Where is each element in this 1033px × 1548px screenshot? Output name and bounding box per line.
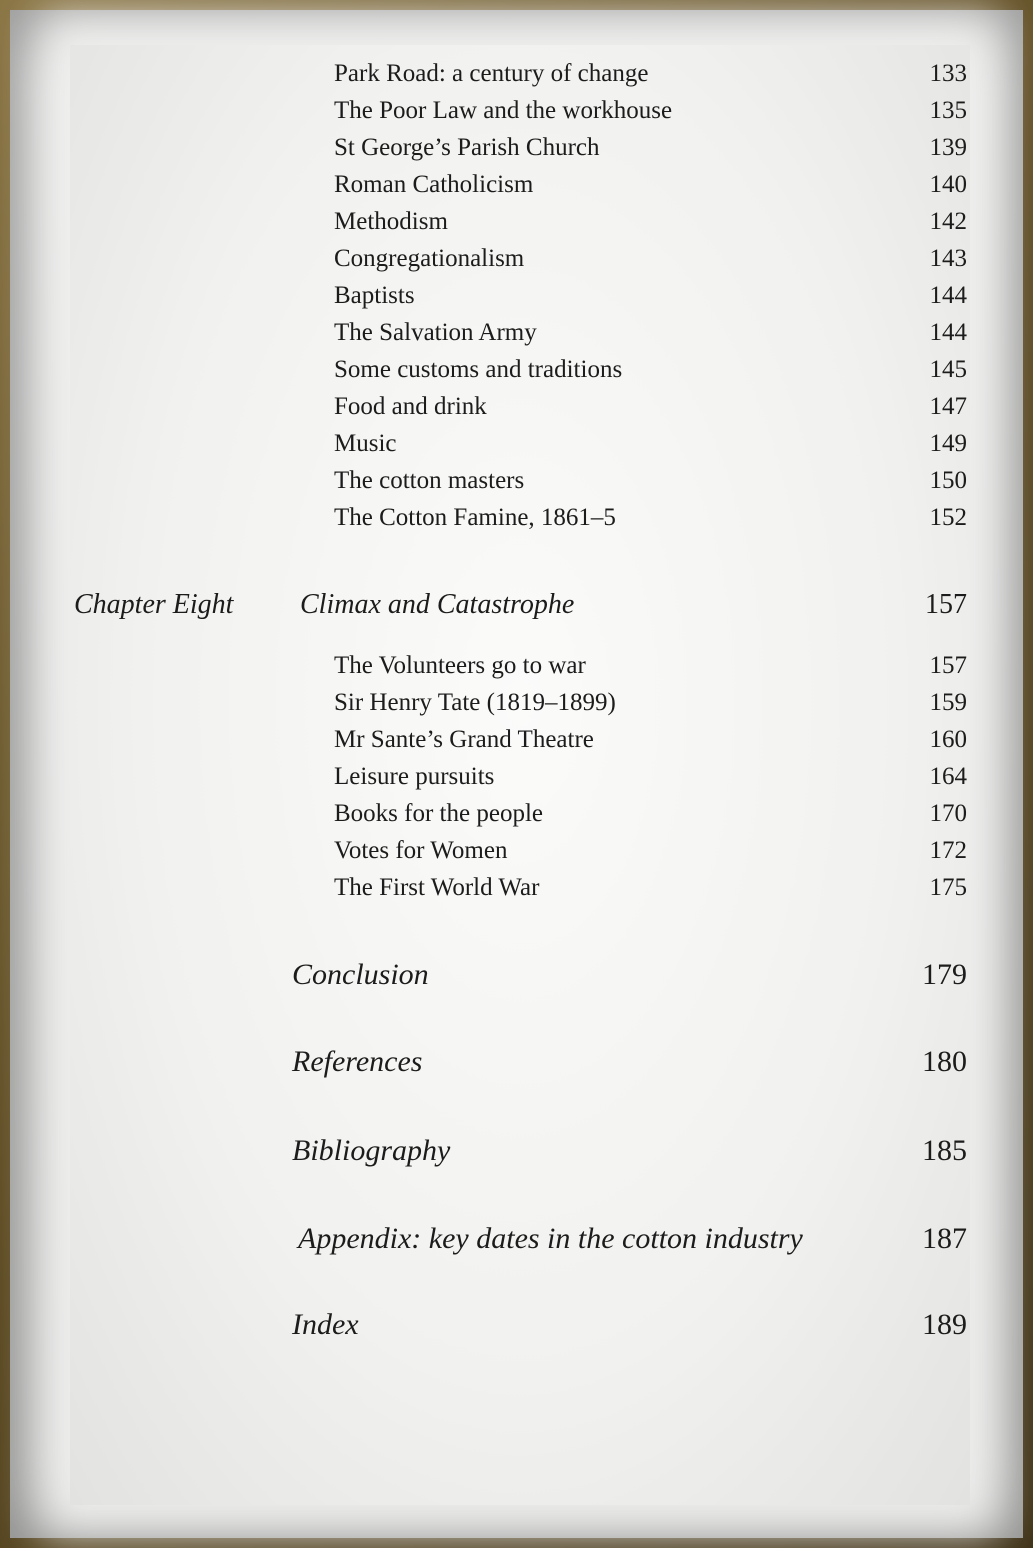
toc-entry-page: 135 xyxy=(929,97,967,124)
toc-entry xyxy=(0,763,1033,797)
toc-entry-title: The Volunteers go to war xyxy=(334,652,586,679)
toc-entry xyxy=(0,60,1033,94)
chapter-heading xyxy=(0,589,1033,629)
toc-entry-title: Leisure pursuits xyxy=(334,763,495,790)
toc-entry-title: The Poor Law and the workhouse xyxy=(334,97,673,124)
toc-entry-page: 175 xyxy=(929,874,967,901)
toc-entry-page: 143 xyxy=(929,245,967,272)
toc-entry-title: Some customs and traditions xyxy=(334,356,623,383)
toc-entry-page: 170 xyxy=(929,800,967,827)
toc-entry-page: 157 xyxy=(929,652,967,679)
toc-entry-title: Food and drink xyxy=(334,393,487,420)
toc-entry-page: 150 xyxy=(929,467,967,494)
toc-entry-title: Roman Catholicism xyxy=(334,171,534,198)
toc-entry-title: The First World War xyxy=(334,874,540,901)
toc-entry xyxy=(0,97,1033,131)
toc-entry xyxy=(0,837,1033,871)
toc-entry xyxy=(0,689,1033,723)
back-matter-title: Bibliography xyxy=(292,1134,451,1167)
toc-entry-page: 149 xyxy=(929,430,967,457)
toc-entry xyxy=(0,134,1033,168)
toc-entry-page: 172 xyxy=(929,837,967,864)
toc-entry-title: Congregationalism xyxy=(334,245,525,272)
toc-entry xyxy=(0,800,1033,834)
back-matter-page: 179 xyxy=(922,958,967,991)
back-matter-page: 187 xyxy=(922,1222,967,1255)
toc-entry-page: 145 xyxy=(929,356,967,383)
toc-entry-title: Books for the people xyxy=(334,800,543,827)
toc-entry-title: Mr Sante’s Grand Theatre xyxy=(334,726,594,753)
toc-entry xyxy=(0,208,1033,242)
back-matter-title: References xyxy=(292,1045,423,1078)
toc-entry xyxy=(0,282,1033,316)
back-matter-page: 185 xyxy=(922,1134,967,1167)
toc-entry-title: Methodism xyxy=(334,208,448,235)
toc-entry-page: 133 xyxy=(929,60,967,87)
back-matter-entry xyxy=(0,1045,1033,1087)
back-matter-entry xyxy=(0,1134,1033,1176)
chapter-label: Chapter Eight xyxy=(74,589,234,620)
toc-entry xyxy=(0,171,1033,205)
chapter-page: 157 xyxy=(925,589,967,620)
toc-entry-page: 160 xyxy=(929,726,967,753)
back-matter-page: 189 xyxy=(922,1308,967,1341)
toc-entry-page: 164 xyxy=(929,763,967,790)
toc-entry-title: Votes for Women xyxy=(334,837,508,864)
toc-entry xyxy=(0,245,1033,279)
back-matter-page: 180 xyxy=(922,1045,967,1078)
toc-entry-page: 159 xyxy=(929,689,967,716)
toc-entry xyxy=(0,393,1033,427)
toc-entry xyxy=(0,430,1033,464)
back-matter-title: Appendix: key dates in the cotton industry xyxy=(298,1222,803,1255)
toc-entry-title: St George’s Parish Church xyxy=(334,134,600,161)
toc-entry-page: 147 xyxy=(929,393,967,420)
back-matter-entry xyxy=(0,1222,1033,1264)
toc-entry-title: The Salvation Army xyxy=(334,319,537,346)
toc-entry-title: Sir Henry Tate (1819–1899) xyxy=(334,689,616,716)
back-matter-entry xyxy=(0,1308,1033,1350)
toc-entry-title: The cotton masters xyxy=(334,467,525,494)
toc-entry-page: 140 xyxy=(929,171,967,198)
toc-entry-page: 144 xyxy=(929,282,967,309)
toc-entry xyxy=(0,467,1033,501)
toc-entry-title: Park Road: a century of change xyxy=(334,60,649,87)
back-matter-entry xyxy=(0,958,1033,1000)
toc-entry-page: 144 xyxy=(929,319,967,346)
back-matter-title: Conclusion xyxy=(292,958,429,991)
toc-entry-title: The Cotton Famine, 1861–5 xyxy=(334,504,616,531)
toc-entry xyxy=(0,319,1033,353)
back-matter-title: Index xyxy=(292,1308,359,1341)
toc-entry-title: Baptists xyxy=(334,282,415,309)
toc-entry xyxy=(0,652,1033,686)
toc-entry xyxy=(0,504,1033,538)
toc-entry-title: Music xyxy=(334,430,397,457)
toc-entry xyxy=(0,726,1033,760)
chapter-title: Climax and Catastrophe xyxy=(300,589,575,620)
toc-entry xyxy=(0,874,1033,908)
toc-entry-page: 152 xyxy=(929,504,967,531)
toc-entry-page: 139 xyxy=(929,134,967,161)
toc-entry-page: 142 xyxy=(929,208,967,235)
toc-entry xyxy=(0,356,1033,390)
